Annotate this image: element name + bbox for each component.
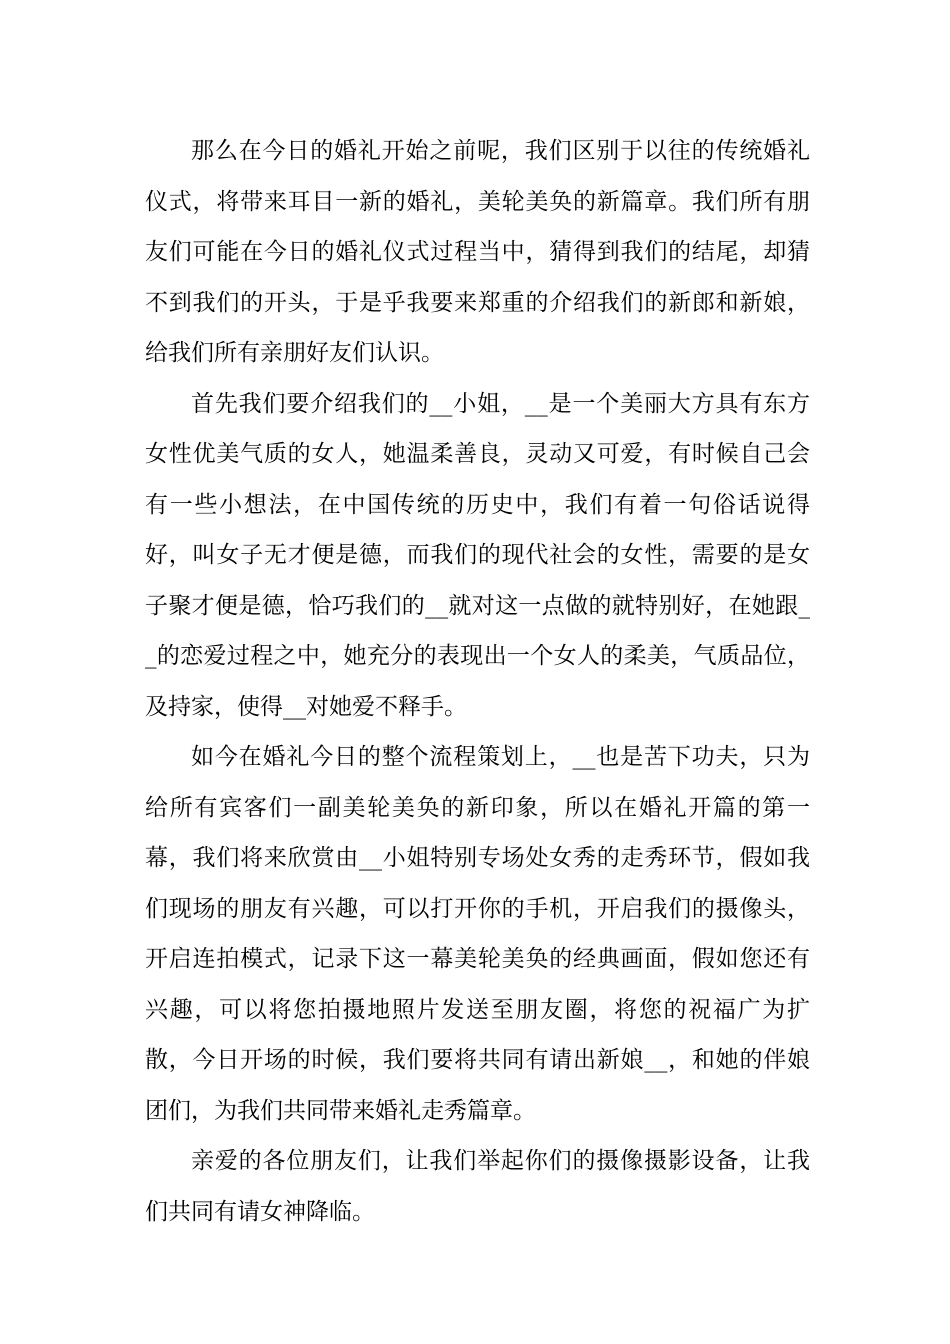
- paragraph-2: 首先我们要介绍我们的__小姐，__是一个美丽大方具有东方女性优美气质的女人，她温柔善良，灵动又可爱，有时候自己会有一些小想法，在中国传统的历史中，我们有着一句俗话说得好，叫女子无才便是德，而我们的现代社会的女性，需要的是女子聚才便是德，恰巧我们的__就对这一点做的就特别好，在她跟__的恋爱过程之中，她充分的表现出一个女人的柔美，气质品位，及持家，使得__对她爱不释手。: [145, 390, 810, 720]
- document-body: [145, 126, 810, 1237]
- paragraph-1: 那么在今日的婚礼开始之前呢，我们区别于以往的传统婚礼仪式，将带来耳目一新的婚礼，美轮美奂的新篇章。我们所有朋友们可能在今日的婚礼仪式过程当中，猜得到我们的结尾，却猜不到我们的开头，于是乎我要来郑重的介绍我们的新郎和新娘，给我们所有亲朋好友们认识。: [145, 138, 810, 366]
- paragraph-3: 如今在婚礼今日的整个流程策划上，__也是苦下功夫，只为给所有宾客们一副美轮美奂的新印象，所以在婚礼开篇的第一幕，我们将来欣赏由__小姐特别专场处女秀的走秀环节，假如我们现场的朋友有兴趣，可以打开你的手机，开启我们的摄像头，开启连拍模式，记录下这一幕美轮美奂的经典画面，假如您还有兴趣，可以将您拍摄地照片发送至朋友圈，将您的祝福广为扩散，今日开场的时候，我们要将共同有请出新娘__，和她的伴娘团们，为我们共同带来婚礼走秀篇章。: [145, 744, 810, 1124]
- paragraph-4: 亲爱的各位朋友们，让我们举起你们的摄像摄影设备，让我们共同有请女神降临。: [145, 1148, 810, 1225]
